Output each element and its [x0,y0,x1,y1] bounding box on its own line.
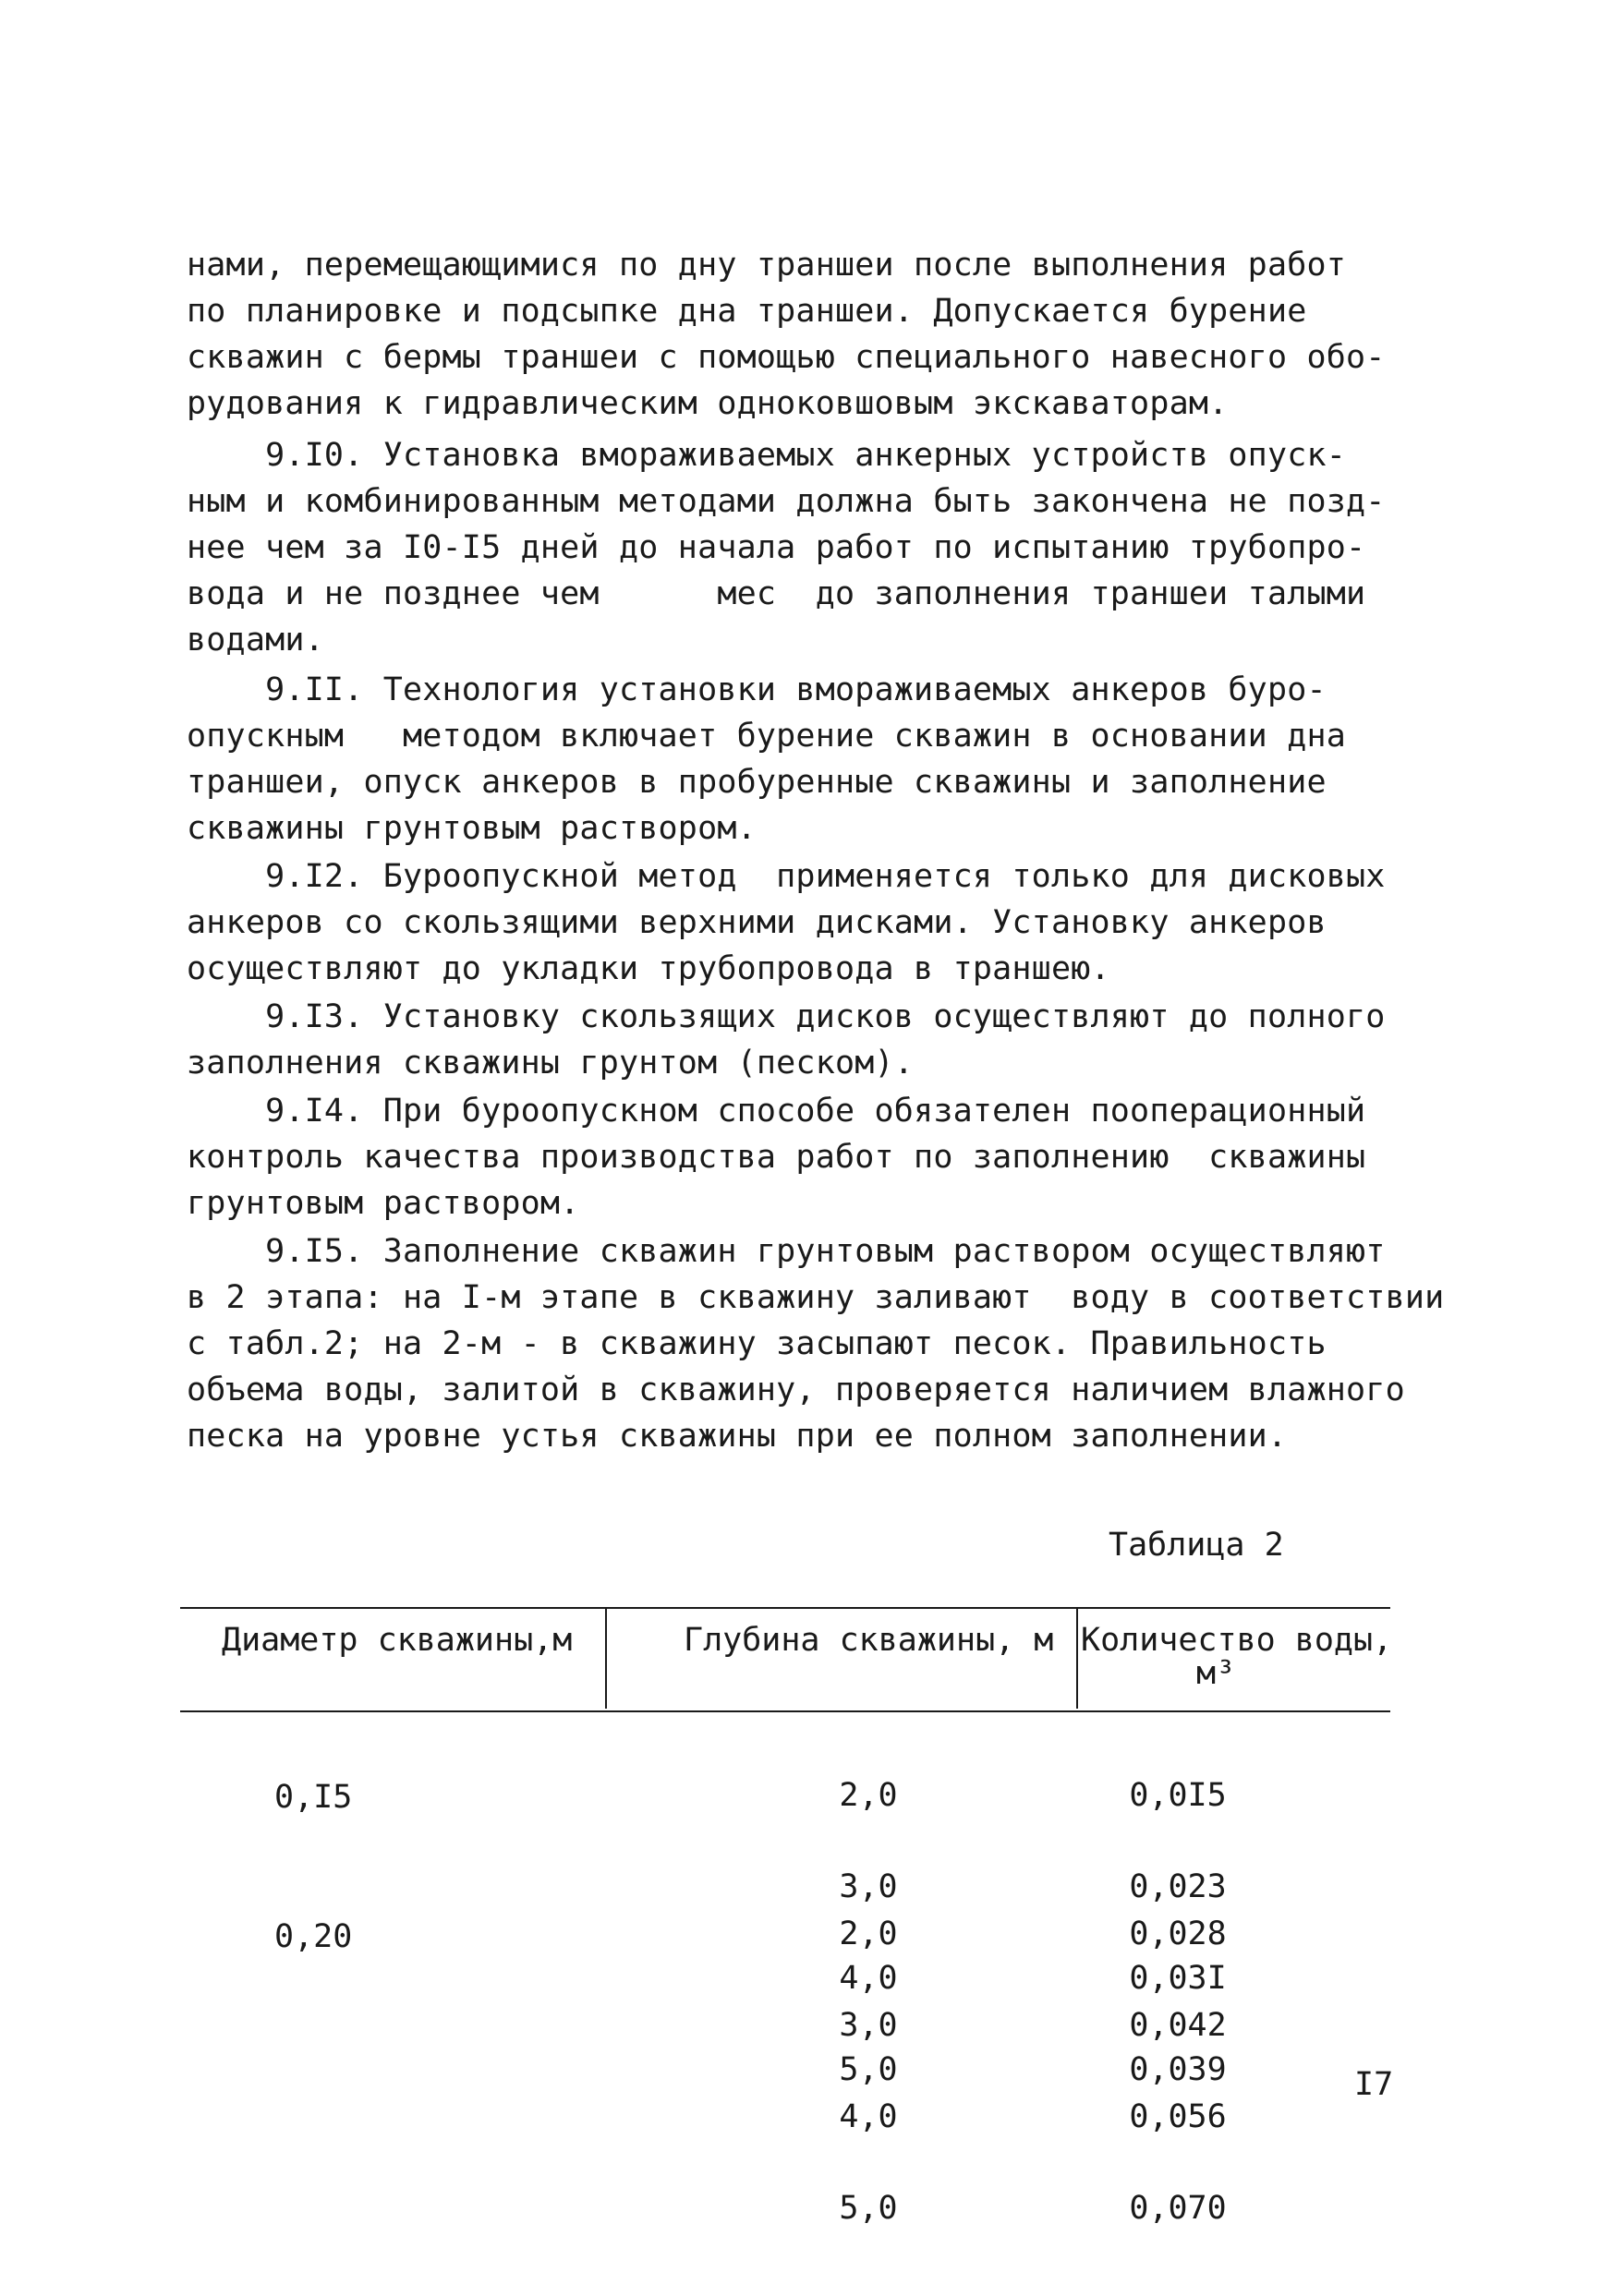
text-line: 9.I2. Буроопускной метод применяется только для дисковых [187,858,1386,895]
text-line: скважины грунтовым раствором. [187,810,757,847]
diameter-cell: 0,I5 [274,1779,353,1816]
text-line: опускным методом включает бурение скважин в основании дна [187,718,1347,755]
text-line: рудования к гидравлическим одноковшовым экскаваторам. [187,385,1229,422]
header-water-unit: м³ [1196,1655,1236,1692]
text-line: вода и не позднее чем мес до заполнения траншеи талыми [187,575,1366,612]
text-line: 9.II. Технология установки вмораживаемых анкеров буро- [187,671,1327,708]
text-line: 9.I5. Заполнение скважин грунтовым раствором осуществляют [187,1233,1386,1270]
text-line: контроль качества производства работ по заполнению скважины [187,1139,1366,1176]
paragraph-9-12 [187,853,1443,992]
paragraph-9-15 [187,1228,1443,1459]
depth-value: 5,0 [839,2051,898,2088]
header-water-quantity: Количество воды, [1081,1622,1393,1659]
table-top-rule [180,1607,1390,1609]
text-line: скважин с бермы траншеи с помощью специального навесного обо- [187,339,1386,376]
paragraph-9-11 [187,667,1443,852]
water-cell [1113,1858,1242,2285]
text-line: с табл.2; на 2-м - в скважину засыпают песок. Правильность [187,1325,1327,1362]
diameter-cell: 0,20 [274,1918,353,1955]
paragraph-9-10 [187,432,1443,663]
text-line: объема воды, залитой в скважину, проверяется наличием влажного [187,1372,1405,1408]
depth-value: 2,0 [839,1777,898,1814]
paragraph-continuation [187,242,1443,427]
water-value: 0,028 [1129,1915,1227,1952]
paragraph-9-13 [187,994,1443,1086]
water-value: 0,039 [1129,2051,1227,2088]
text-line: 9.I3. Установку скользящих дисков осуществляют до полного [187,998,1386,1035]
page-number: I7 [1354,2066,1394,2103]
table-caption: Таблица 2 [1109,1527,1284,1564]
text-line: нее чем за I0-I5 дней до начала работ по испытанию трубопро- [187,529,1366,566]
water-value: 0,056 [1129,2098,1227,2135]
water-value: 0,042 [1129,2007,1227,2044]
depth-value: 3,0 [839,2007,898,2044]
water-value: 0,0I5 [1129,1777,1227,1814]
water-value: 0,023 [1129,1868,1227,1905]
depth-value: 4,0 [839,2098,898,2135]
text-line: ным и комбинированным методами должна быть закончена не позд- [187,483,1386,520]
text-line: водами. [187,622,324,659]
water-value: 0,070 [1129,2190,1227,2227]
depth-value: 3,0 [839,1868,898,1905]
text-line: анкеров со скользящими верхними дисками. Установку анкеров [187,904,1327,941]
text-line: песка на уровне устья скважины при ее полном заполнении. [187,1418,1288,1455]
depth-value: 2,0 [839,1915,898,1952]
depth-value: 5,0 [839,2190,898,2227]
text-line: траншеи, опуск анкеров в пробуренные скважины и заполнение [187,764,1327,801]
text-line: 9.I0. Установка вмораживаемых анкерных устройств опуск- [187,437,1347,474]
text-line: грунтовым раствором. [187,1185,580,1222]
paragraph-9-14 [187,1088,1443,1227]
table-header-rule [180,1710,1390,1712]
column-divider [605,1607,607,1709]
text-line: заполнения скважины грунтом (песком). [187,1045,915,1082]
text-line: осуществляют до укладки трубопровода в траншею. [187,950,1110,987]
text-line: 9.I4. При буроопускном способе обязателен пооперационный [187,1093,1366,1130]
header-depth: Глубина скважины, м [684,1622,1054,1659]
water-value: 0,03I [1129,1960,1227,1997]
depth-value: 4,0 [839,1960,898,1997]
depth-cell [818,1858,919,2285]
text-line: нами, перемещающимися по дну траншеи после выполнения работ [187,247,1347,284]
text-line: по планировке и подсыпке дна траншеи. Допускается бурение [187,293,1307,330]
header-diameter: Диаметр скважины,м [222,1622,573,1659]
text-line: в 2 этапа: на I-м этапе в скважину заливают воду в соответствии [187,1279,1445,1316]
column-divider [1076,1607,1078,1709]
